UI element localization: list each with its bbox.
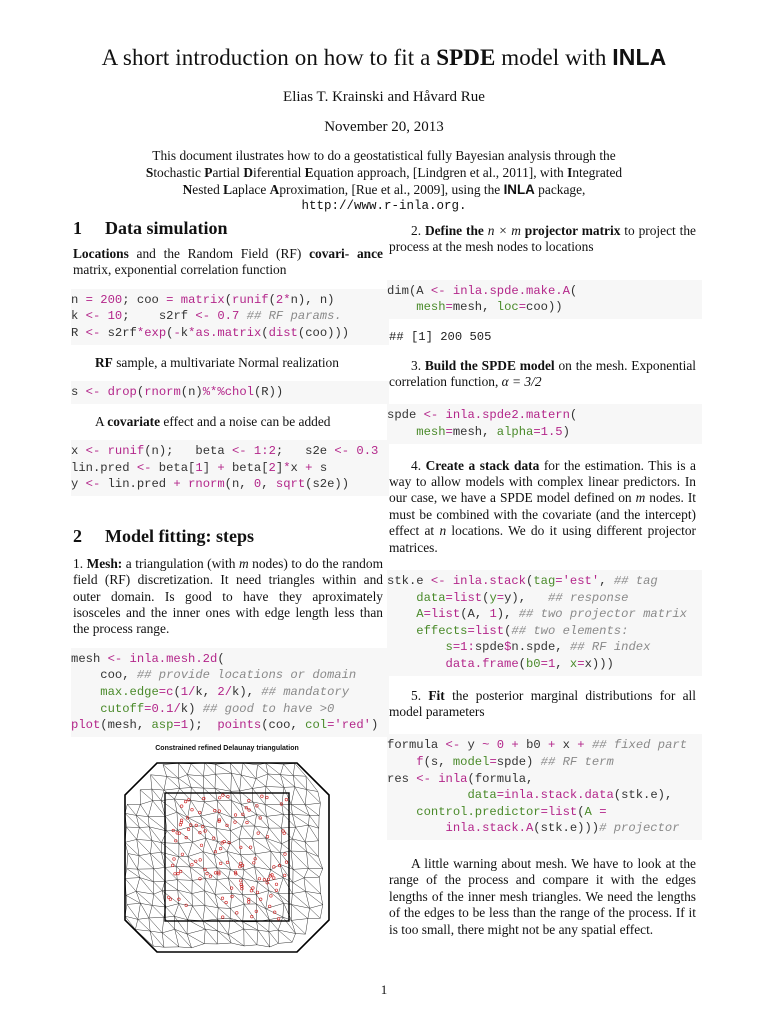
code-block-rf: s <- drop(rnorm(n)%*%chol(R)) [71, 381, 389, 404]
location-point [187, 828, 190, 831]
location-point [218, 871, 221, 874]
location-point [209, 875, 212, 878]
abstract: This document ilustrates how to do a geostatistical fully Bayesian analysis through the Stochastic Partial Diferential Equation approach, [Lindgren et al., 2011], with Integrated Nested Laplace Aproximation, [Rue et al., 2009], using the INLA package, http://www.r-inla.org. [100, 148, 668, 215]
location-point [173, 858, 176, 861]
url-link[interactable]: http://www.r-inla.org. [301, 199, 467, 214]
location-point [228, 841, 231, 844]
mesh-lines [125, 763, 323, 948]
code-block-fit: formula <- y ~ 0 + b0 + x + ## fixed part f(s, model=spde) ## RF term res <- inla(formula, data=inla.stack.data(stk.e), control.predictor=list(A = inla.stack.A(stk.e)))# projector [387, 734, 702, 840]
paragraph-projector: 2. Define the n × m projector matrix to project the process at the mesh nodes to locations [389, 223, 697, 255]
location-point [266, 796, 269, 799]
location-point [219, 847, 222, 850]
location-point [266, 835, 269, 838]
code-block-stack: stk.e <- inla.stack(tag='est', ## tag data=list(y=y), ## response A=list(A, 1), ## two projector matrix effects=list(## two elements: s=1:spde$n.spde, ## RF index data.frame(b0=1, x=x))) [387, 570, 702, 676]
location-point [226, 861, 229, 864]
location-point [263, 878, 266, 881]
location-point [206, 872, 209, 875]
location-point [181, 853, 184, 856]
code-block-covariate: x <- runif(n); beta <- 1:2; s2e <- 0.3 lin.pred <- beta[1] + beta[2]*x + s y <- lin.pred + rnorm(n, 0, sqrt(s2e)) [71, 440, 389, 496]
right-column [389, 214, 696, 938]
date: November 20, 2013 [324, 119, 444, 135]
location-point [167, 896, 170, 899]
location-point [246, 821, 249, 824]
location-point [191, 863, 194, 866]
location-point [225, 901, 228, 904]
location-point [180, 805, 183, 808]
location-point [234, 821, 237, 824]
location-point [231, 895, 234, 898]
location-point [252, 887, 255, 890]
location-point [247, 901, 250, 904]
location-point [200, 844, 203, 847]
code-block-projector: dim(A <- inla.spde.make.A( mesh=mesh, loc=coo)) [387, 280, 702, 319]
paragraph-stack: 4. Create a stack data for the estimation. This is a way to allow models with complex linear predictors. In our case, we have a SPDE model defined on m nodes. It must be combined with the covariate (and the intercept) effect at n locations. We do it using different projector matrices. [389, 457, 696, 555]
paragraph-warning: A little warning about mesh. We have to look at the range of the process and compare it with the edges lengths of the inner mesh triangles. We need the lengths of the edges to be less than the range of the process. If it is too small, there might not be any spatial effect. [389, 855, 696, 937]
paragraph-covariate: A covariate effect and a noise can be added [95, 413, 331, 429]
location-point [184, 800, 187, 803]
figure-title: Constrained refined Delaunay triangulation [155, 745, 299, 752]
location-point [187, 799, 190, 802]
authors: Elias T. Krainski and Håvard Rue [283, 89, 485, 105]
location-point [258, 878, 261, 881]
code-block-mesh: mesh <- inla.mesh.2d( coo, ## provide locations or domain max.edge=c(1/k, 2/k), ## mandatory cutoff=0.1/k) ## good to have >0 plot(mesh, asp=1); points(coo, col='red') [71, 648, 389, 737]
location-point [259, 898, 262, 901]
location-point [270, 895, 273, 898]
location-point [218, 797, 221, 800]
paragraph-spde: 3. Build the SPDE model on the mesh. Exponential correlation function, α = 3/2 [389, 357, 697, 389]
location-point [177, 872, 180, 875]
location-point [221, 897, 224, 900]
left-column [73, 214, 383, 737]
code-block-locations: n = 200; coo = matrix(runif(2*n), n) k <- 10; s2rf <- 0.7 ## RF params. R <- s2rf*exp(-k*as.matrix(dist(coo))) [71, 289, 389, 345]
page-number: 1 [380, 982, 388, 997]
section-2-heading: 2 Model fitting: steps [73, 525, 254, 546]
location-point [198, 811, 201, 814]
location-point [171, 864, 174, 867]
outer-boundary [125, 763, 329, 952]
mesh-figure [117, 745, 337, 960]
paper-title: A short introduction on how to fit a SPDE model with INLA [101, 44, 667, 70]
paragraph-rf-sample: RF sample, a multivariate Normal realization [95, 354, 339, 370]
location-point [248, 799, 251, 802]
location-point [273, 877, 276, 880]
output-dim: ## [1] 200 505 [389, 330, 492, 344]
location-point [174, 873, 177, 876]
location-point [219, 862, 222, 865]
location-point [236, 912, 239, 915]
location-point [284, 853, 287, 856]
location-point [221, 916, 224, 919]
location-point [191, 808, 194, 811]
location-point [234, 814, 237, 817]
location-point [227, 795, 230, 798]
location-point [261, 795, 264, 798]
location-point [178, 898, 181, 901]
location-point [285, 798, 288, 801]
paragraph-mesh: 1. Mesh: a triangulation (with m nodes) to do the random field (RF) discretization. It need triangles within and outer domain. Is good to have they aproximately isosceles and the inner ones with edge length less than the process range. [73, 555, 383, 637]
location-point [203, 797, 206, 800]
location-point [199, 859, 202, 862]
location-point [283, 874, 286, 877]
paragraph-locations: Locations and the Random Field (RF) covari- ance matrix, exponential correlation function [73, 246, 383, 278]
paragraph-fit: 5. Fit the posterior marginal distributions for all model parameters [389, 687, 696, 719]
location-point [204, 830, 207, 833]
location-point [214, 872, 217, 875]
location-point [239, 880, 242, 883]
mesh-triangulation-plot [117, 755, 337, 960]
location-point [249, 846, 252, 849]
location-point [256, 805, 259, 808]
location-point [283, 832, 286, 835]
location-point [257, 832, 260, 835]
location-point [250, 889, 253, 892]
code-block-spde: spde <- inla.spde2.matern( mesh=mesh, alpha=1.5) [387, 404, 702, 443]
location-point [275, 883, 278, 886]
section-1-heading: 1 Data simulation [73, 218, 228, 238]
location-point [199, 878, 202, 881]
location-point [259, 817, 262, 820]
